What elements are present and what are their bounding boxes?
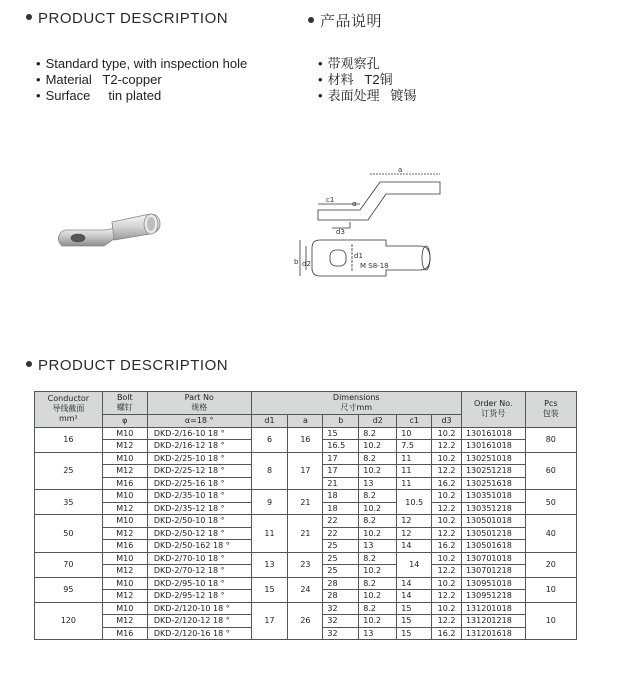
cell-d3: 10.2: [432, 427, 462, 440]
cell-c1: 10: [397, 427, 432, 440]
cell-pcs: 10: [525, 577, 576, 602]
cell-part-no: DKD-2/16-12 18 °: [147, 440, 251, 453]
cell-d2: 10.2: [359, 527, 397, 540]
table-row: [35, 577, 577, 590]
header-part-no: Part No 规格: [147, 392, 251, 415]
cell-conductor: 35: [35, 490, 103, 515]
cell-b: 18: [323, 490, 359, 503]
cell-d2: 8.2: [359, 490, 397, 503]
cell-d3: 12.2: [432, 565, 462, 578]
cell-b: 25: [323, 552, 359, 565]
cell-c1: 15: [397, 615, 432, 628]
cell-d2: 10.2: [359, 502, 397, 515]
cell-order-no: 131201618: [461, 627, 525, 640]
cell-d2: 13: [359, 540, 397, 553]
cell-d3: 10.2: [432, 602, 462, 615]
feature-cn-item: • 材料 T2铜: [318, 72, 393, 87]
cell-bolt: M16: [102, 627, 147, 640]
header-a: a: [288, 415, 323, 428]
cell-pcs: 80: [525, 427, 576, 452]
cell-c1: 15: [397, 627, 432, 640]
cell-d3: 16.2: [432, 540, 462, 553]
cell-b: 17: [323, 465, 359, 478]
cell-bolt: M12: [102, 565, 147, 578]
header-dimensions: Dimensions 尺寸mm: [251, 392, 461, 415]
cell-d3: 10.2: [432, 515, 462, 528]
cell-conductor: 120: [35, 602, 103, 640]
table-row: [35, 427, 577, 440]
features-cn-list: [318, 56, 416, 104]
cell-pcs: 40: [525, 515, 576, 553]
cell-c1: 14: [397, 590, 432, 603]
cell-d2: 8.2: [359, 552, 397, 565]
cell-b: 22: [323, 527, 359, 540]
cell-d1: 17: [251, 602, 288, 640]
cell-order-no: 130701018: [461, 552, 525, 565]
cell-order-no: 130251218: [461, 465, 525, 478]
cell-bolt: M10: [102, 552, 147, 565]
cell-order-no: 131201218: [461, 615, 525, 628]
cell-d2: 10.2: [359, 615, 397, 628]
cell-d3: 12.2: [432, 527, 462, 540]
cell-d3: 12.2: [432, 465, 462, 478]
cell-order-no: 130161018: [461, 440, 525, 453]
cell-order-no: 130951018: [461, 577, 525, 590]
bullet-dot-icon: [26, 14, 32, 20]
cell-order-no: 131201018: [461, 602, 525, 615]
cell-conductor: 70: [35, 552, 103, 577]
cell-bolt: M10: [102, 577, 147, 590]
cell-part-no: DKD-2/25-16 18 °: [147, 477, 251, 490]
cell-d2: 10.2: [359, 465, 397, 478]
feature-en-item: • Standard type, with inspection hole: [36, 56, 248, 71]
cell-bolt: M10: [102, 452, 147, 465]
header-pcs: Pcs 包装: [525, 392, 576, 428]
header-conductor: Conductor 导线截面 mm²: [35, 392, 103, 428]
cell-conductor: 25: [35, 452, 103, 490]
cell-b: 21: [323, 477, 359, 490]
cell-bolt: M16: [102, 540, 147, 553]
cell-bolt: M10: [102, 427, 147, 440]
header-b: b: [323, 415, 359, 428]
technical-drawing: [290, 160, 450, 300]
cell-order-no: 130251018: [461, 452, 525, 465]
drawing-label-m: M S8-18: [360, 262, 389, 270]
table-row: [35, 515, 577, 528]
cell-order-no: 130501218: [461, 527, 525, 540]
cell-a: 24: [288, 577, 323, 602]
cell-b: 28: [323, 590, 359, 603]
cell-conductor: 16: [35, 427, 103, 452]
table-row: [35, 602, 577, 615]
feature-cn-item: • 带观察孔: [318, 56, 380, 71]
cell-b: 16.5: [323, 440, 359, 453]
cell-bolt: M12: [102, 465, 147, 478]
cell-a: 21: [288, 490, 323, 515]
cell-b: 17: [323, 452, 359, 465]
cell-bolt: M12: [102, 590, 147, 603]
table-row: [35, 490, 577, 503]
cell-b: 32: [323, 627, 359, 640]
header-c1: c1: [397, 415, 432, 428]
cell-part-no: DKD-2/95-10 18 °: [147, 577, 251, 590]
cell-d1: 8: [251, 452, 288, 490]
table-row: [35, 552, 577, 565]
cell-d1: 15: [251, 577, 288, 602]
header-d2: d2: [359, 415, 397, 428]
cell-b: 25: [323, 565, 359, 578]
cell-d3: 12.2: [432, 590, 462, 603]
cell-bolt: M10: [102, 490, 147, 503]
cell-part-no: DKD-2/70-12 18 °: [147, 565, 251, 578]
cell-d3: 12.2: [432, 615, 462, 628]
cell-bolt: M10: [102, 515, 147, 528]
drawing-label-b: b: [294, 258, 299, 266]
features-en-list: [36, 56, 247, 104]
cell-d3: 10.2: [432, 452, 462, 465]
cell-d2: 10.2: [359, 440, 397, 453]
cell-b: 25: [323, 540, 359, 553]
cell-c1: 14: [397, 577, 432, 590]
drawing-label-d3: d3: [336, 228, 345, 236]
section-title-cn: 产品说明: [308, 10, 382, 31]
cell-bolt: M12: [102, 615, 147, 628]
cell-d2: 8.2: [359, 602, 397, 615]
cell-part-no: DKD-2/120-12 18 °: [147, 615, 251, 628]
cell-order-no: 130501018: [461, 515, 525, 528]
drawing-label-alpha: α: [352, 200, 357, 208]
cell-part-no: DKD-2/95-12 18 °: [147, 590, 251, 603]
drawing-label-a: a: [398, 166, 403, 174]
cell-part-no: DKD-2/35-10 18 °: [147, 490, 251, 503]
feature-en-item: • Material T2-copper: [36, 72, 162, 87]
section-title-en: PRODUCT DESCRIPTION: [26, 10, 228, 27]
cell-pcs: 10: [525, 602, 576, 640]
cell-pcs: 50: [525, 490, 576, 515]
cell-d1: 6: [251, 427, 288, 452]
cell-d3: 16.2: [432, 627, 462, 640]
cell-d2: 8.2: [359, 427, 397, 440]
drawing-label-d1: d1: [354, 252, 363, 260]
cell-part-no: DKD-2/16-10 18 °: [147, 427, 251, 440]
cell-order-no: 130251618: [461, 477, 525, 490]
cell-b: 28: [323, 577, 359, 590]
cell-d3: 10.2: [432, 552, 462, 565]
cell-order-no: 130351218: [461, 502, 525, 515]
cell-c1: 14: [397, 540, 432, 553]
cell-pcs: 60: [525, 452, 576, 490]
cell-d2: 8.2: [359, 577, 397, 590]
cell-c1: 15: [397, 602, 432, 615]
cell-bolt: M12: [102, 440, 147, 453]
cell-part-no: DKD-2/25-12 18 °: [147, 465, 251, 478]
table-row: [35, 452, 577, 465]
cell-part-no: DKD-2/120-10 18 °: [147, 602, 251, 615]
bullet-dot-icon: [308, 17, 314, 23]
bullet-dot-icon: [26, 361, 32, 367]
header-d1: d1: [251, 415, 288, 428]
cell-a: 26: [288, 602, 323, 640]
spec-table: [34, 391, 577, 640]
cell-part-no: DKD-2/120-16 18 °: [147, 627, 251, 640]
cell-order-no: 130951218: [461, 590, 525, 603]
cell-d2: 8.2: [359, 452, 397, 465]
cell-a: 23: [288, 552, 323, 577]
cell-order-no: 130701218: [461, 565, 525, 578]
cell-a: 21: [288, 515, 323, 553]
cell-c1: 10.5: [397, 490, 432, 515]
cell-order-no: 130351018: [461, 490, 525, 503]
cell-d3: 10.2: [432, 490, 462, 503]
header-bolt-sub: φ: [102, 415, 147, 428]
cell-part-no: DKD-2/70-10 18 °: [147, 552, 251, 565]
cell-order-no: 130501618: [461, 540, 525, 553]
cell-d3: 16.2: [432, 477, 462, 490]
cell-c1: 14: [397, 552, 432, 577]
cell-b: 22: [323, 515, 359, 528]
header-bolt: Bolt 螺钉: [102, 392, 147, 415]
cell-a: 16: [288, 427, 323, 452]
cell-d2: 13: [359, 627, 397, 640]
cell-c1: 7.5: [397, 440, 432, 453]
cell-bolt: M12: [102, 527, 147, 540]
cable-lug-photo: [52, 200, 172, 260]
feature-cn-item: • 表面处理 镀锡: [318, 88, 417, 103]
header-part-sub: α=18 °: [147, 415, 251, 428]
cell-order-no: 130161018: [461, 427, 525, 440]
cell-c1: 11: [397, 477, 432, 490]
cell-bolt: M10: [102, 602, 147, 615]
cell-b: 18: [323, 502, 359, 515]
cell-d3: 10.2: [432, 577, 462, 590]
cell-d2: 13: [359, 477, 397, 490]
cell-b: 15: [323, 427, 359, 440]
cell-bolt: M16: [102, 477, 147, 490]
cell-part-no: DKD-2/35-12 18 °: [147, 502, 251, 515]
section-title-table: PRODUCT DESCRIPTION: [26, 357, 228, 374]
cell-d3: 12.2: [432, 502, 462, 515]
feature-en-item: • Surface tin plated: [36, 88, 162, 103]
cell-d3: 12.2: [432, 440, 462, 453]
cell-b: 32: [323, 615, 359, 628]
cell-d2: 8.2: [359, 515, 397, 528]
cell-part-no: DKD-2/50-12 18 °: [147, 527, 251, 540]
cell-b: 32: [323, 602, 359, 615]
header-d3: d3: [432, 415, 462, 428]
cell-c1: 12: [397, 515, 432, 528]
cell-part-no: DKD-2/25-10 18 °: [147, 452, 251, 465]
cell-d2: 10.2: [359, 590, 397, 603]
cell-pcs: 20: [525, 552, 576, 577]
cell-d1: 13: [251, 552, 288, 577]
cell-c1: 11: [397, 465, 432, 478]
cell-a: 17: [288, 452, 323, 490]
cell-part-no: DKD-2/50-10 18 °: [147, 515, 251, 528]
drawing-label-c1: c1: [326, 196, 335, 204]
cell-bolt: M12: [102, 502, 147, 515]
cell-conductor: 95: [35, 577, 103, 602]
cell-conductor: 50: [35, 515, 103, 553]
cell-d2: 10.2: [359, 565, 397, 578]
cell-d1: 9: [251, 490, 288, 515]
cell-c1: 12: [397, 527, 432, 540]
drawing-label-d2: d2: [302, 260, 311, 268]
cell-part-no: DKD-2/50-162 18 °: [147, 540, 251, 553]
cell-d1: 11: [251, 515, 288, 553]
cell-c1: 11: [397, 452, 432, 465]
header-order-no: Order No. 订货号: [461, 392, 525, 428]
